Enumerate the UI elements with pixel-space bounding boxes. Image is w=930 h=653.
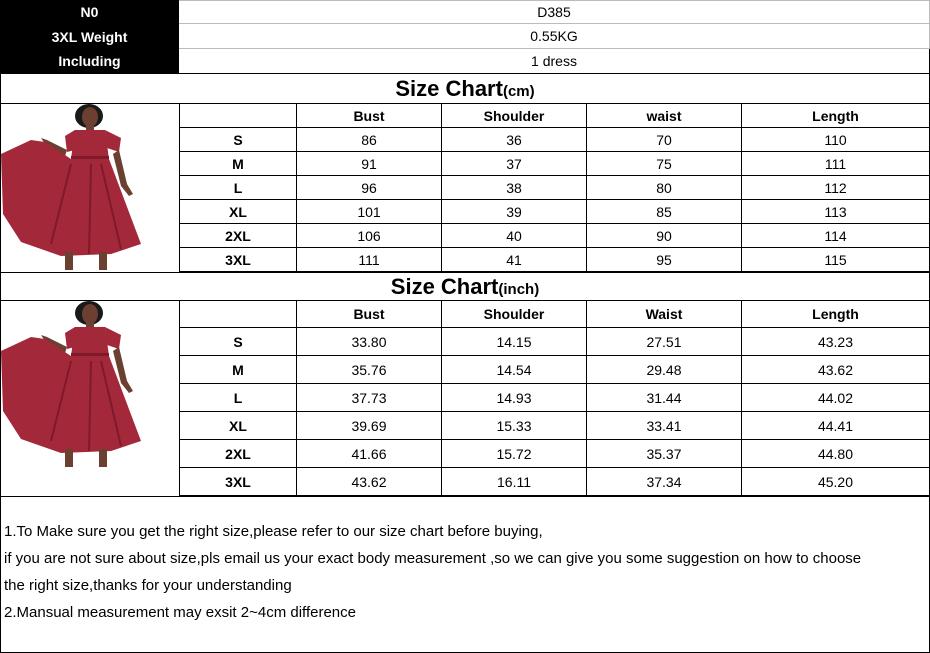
inch-table-size-label: M bbox=[179, 356, 296, 384]
dress-illustration-inch bbox=[1, 301, 179, 495]
cm-table-size-label: L bbox=[179, 176, 296, 200]
cm-table-cell: 38 bbox=[441, 176, 586, 200]
cm-table-size-label: XL bbox=[179, 200, 296, 224]
note-line-3: the right size,thanks for your understanding bbox=[4, 577, 292, 594]
inch-title-text: Size Chart bbox=[390, 273, 499, 299]
cm-title-unit: (cm) bbox=[502, 83, 535, 100]
bodice bbox=[71, 130, 109, 159]
cm-table-cell: 41 bbox=[441, 248, 586, 272]
cm-table-cell: 101 bbox=[296, 200, 441, 224]
inch-table-cell: 35.76 bbox=[296, 356, 441, 384]
inch-table-size-label: S bbox=[179, 328, 296, 356]
inch-table-cell: 33.80 bbox=[296, 328, 441, 356]
neck bbox=[86, 124, 94, 130]
note-line-4: 2.Mansual measurement may exsit 2~4cm difference bbox=[4, 604, 356, 621]
cm-table-header-waist: waist bbox=[586, 104, 741, 128]
inch-table-cell: 44.02 bbox=[741, 384, 929, 412]
inch-table-cell: 43.62 bbox=[741, 356, 929, 384]
cm-table-size-label: 3XL bbox=[179, 248, 296, 272]
cm-table-size-label: M bbox=[179, 152, 296, 176]
inch-table-cell: 27.51 bbox=[586, 328, 741, 356]
cm-title-text: Size Chart bbox=[395, 75, 503, 101]
inch-table-header-waist: Waist bbox=[586, 301, 741, 328]
neck bbox=[86, 321, 94, 327]
inch-table-header-bust: Bust bbox=[296, 301, 441, 328]
cm-table-title bbox=[0, 73, 930, 104]
cm-table-header-bust: Bust bbox=[296, 104, 441, 128]
inch-table-cell: 44.80 bbox=[741, 440, 929, 468]
cm-table-cell: 39 bbox=[441, 200, 586, 224]
cm-table-cell: 96 bbox=[296, 176, 441, 200]
cm-table-cell: 91 bbox=[296, 152, 441, 176]
cm-table-size-label: 2XL bbox=[179, 224, 296, 248]
cm-table-cell: 37 bbox=[441, 152, 586, 176]
info-label-n0: N0 bbox=[0, 0, 179, 24]
inch-table-cell: 15.33 bbox=[441, 412, 586, 440]
cm-table-cell: 112 bbox=[741, 176, 929, 200]
inch-table-cell: 44.41 bbox=[741, 412, 929, 440]
info-value-including: 1 dress bbox=[179, 49, 930, 73]
cm-table-cell: 111 bbox=[296, 248, 441, 272]
cm-table-cell: 111 bbox=[741, 152, 929, 176]
dress-illustration-cm bbox=[1, 104, 179, 271]
inch-table-cell: 15.72 bbox=[441, 440, 586, 468]
left-leg bbox=[65, 449, 73, 467]
cm-table-cell: 80 bbox=[586, 176, 741, 200]
inch-table-cell: 31.44 bbox=[586, 384, 741, 412]
inch-table-size-label: 3XL bbox=[179, 468, 296, 496]
inch-table-cell: 43.23 bbox=[741, 328, 929, 356]
cm-table-cell: 36 bbox=[441, 128, 586, 152]
note-line-2: if you are not sure about size,pls email us your exact body measurement ,so we can give you some suggestion on how to choose bbox=[4, 550, 862, 567]
inch-table-corner bbox=[179, 301, 296, 328]
info-value-weight: 0.55KG bbox=[179, 24, 930, 49]
inch-table-size-label: 2XL bbox=[179, 440, 296, 468]
inch-table-cell: 37.34 bbox=[586, 468, 741, 496]
inch-table-cell: 33.41 bbox=[586, 412, 741, 440]
inch-table-cell: 14.93 bbox=[441, 384, 586, 412]
cm-table-cell: 40 bbox=[441, 224, 586, 248]
cm-table-cell: 115 bbox=[741, 248, 929, 272]
inch-table-cell: 39.69 bbox=[296, 412, 441, 440]
cm-table-header-shoulder: Shoulder bbox=[441, 104, 586, 128]
cm-table-cell: 95 bbox=[586, 248, 741, 272]
left-leg bbox=[65, 252, 73, 270]
cm-table-cell: 90 bbox=[586, 224, 741, 248]
inch-table-header-length: Length bbox=[741, 301, 929, 328]
inch-table-cell: 37.73 bbox=[296, 384, 441, 412]
cm-table-cell: 70 bbox=[586, 128, 741, 152]
inch-table-size-label: L bbox=[179, 384, 296, 412]
cm-table-cell: 86 bbox=[296, 128, 441, 152]
inch-table-cell: 45.20 bbox=[741, 468, 929, 496]
inch-table-title bbox=[0, 272, 930, 301]
left-sleeve bbox=[65, 327, 75, 349]
inch-table-cell: 41.66 bbox=[296, 440, 441, 468]
info-label-including: Including bbox=[0, 49, 179, 73]
dress-photo-cm bbox=[0, 104, 179, 272]
cm-table-cell: 110 bbox=[741, 128, 929, 152]
inch-table-cell: 43.62 bbox=[296, 468, 441, 496]
bodice bbox=[71, 327, 109, 356]
inch-table-header-shoulder: Shoulder bbox=[441, 301, 586, 328]
cm-table-cell: 106 bbox=[296, 224, 441, 248]
dress-photo-inch bbox=[0, 301, 179, 496]
inch-title-unit: (inch) bbox=[498, 281, 540, 298]
notes-frame bbox=[0, 496, 930, 653]
right-leg bbox=[99, 449, 107, 467]
cm-table-cell: 75 bbox=[586, 152, 741, 176]
cm-table-cell: 85 bbox=[586, 200, 741, 224]
cm-table-size-label: S bbox=[179, 128, 296, 152]
cm-table-corner bbox=[179, 104, 296, 128]
inch-table-cell: 14.54 bbox=[441, 356, 586, 384]
cm-table-header-length: Length bbox=[741, 104, 929, 128]
inch-table-size-label: XL bbox=[179, 412, 296, 440]
inch-table-cell: 29.48 bbox=[586, 356, 741, 384]
info-label-weight: 3XL Weight bbox=[0, 24, 179, 49]
inch-table-cell: 16.11 bbox=[441, 468, 586, 496]
right-leg bbox=[99, 252, 107, 270]
left-sleeve bbox=[65, 130, 75, 152]
cm-table-cell: 113 bbox=[741, 200, 929, 224]
cm-table-cell: 114 bbox=[741, 224, 929, 248]
inch-table-cell: 35.37 bbox=[586, 440, 741, 468]
note-line-1: 1.To Make sure you get the right size,please refer to our size chart before buying, bbox=[4, 523, 543, 540]
info-value-n0: D385 bbox=[179, 0, 930, 24]
inch-table-cell: 14.15 bbox=[441, 328, 586, 356]
